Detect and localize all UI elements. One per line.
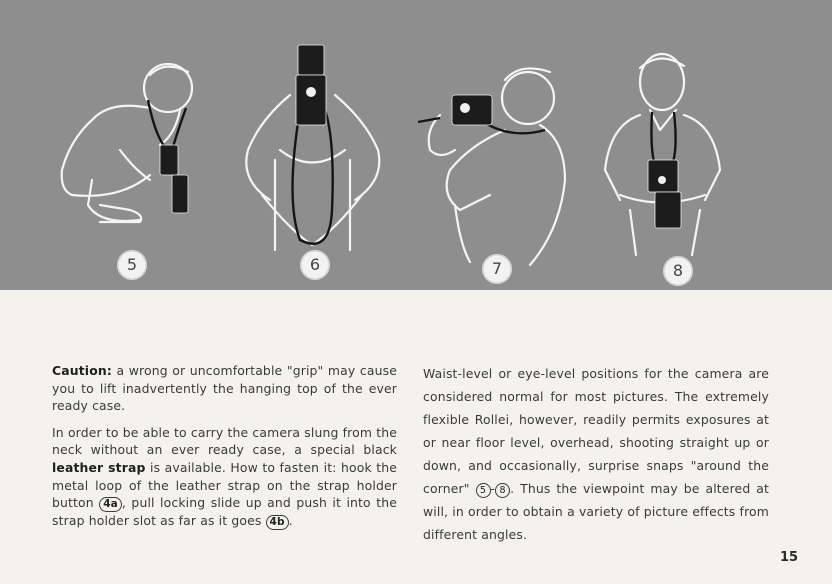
page-number: 15 xyxy=(780,550,799,565)
illustration-banner xyxy=(0,0,832,290)
strap-paragraph xyxy=(52,424,397,530)
figure-badge-6: 6 xyxy=(300,250,330,280)
viewpoint-text-1: Waist-level or eye-level positions for the camera are considered normal for most pictures. The extremely flexible Rollei, however, readily permits exposures at or near floor level, overhead, shooting straight up or down, and occasionally, surprise snaps "around the corner" xyxy=(423,366,769,496)
figure-8-illustration xyxy=(605,54,720,255)
figure-6-illustration xyxy=(246,45,379,250)
ref-4a-badge: 4a xyxy=(99,497,122,512)
ref-dash: - xyxy=(490,481,496,496)
strap-text-end: . xyxy=(288,513,293,529)
ref-4b-badge: 4b xyxy=(266,515,289,530)
left-text-column xyxy=(52,362,397,530)
figure-badge-8: 8 xyxy=(663,256,693,286)
illustration-drawings xyxy=(0,0,832,290)
strap-text-2: , pull locking slide up and push it into the strap holder slot as far as it goes xyxy=(52,495,397,529)
figure-5-illustration xyxy=(62,64,192,222)
viewpoint-text-2: . Thus the viewpoint may be altered at will, in order to obtain a variety of picture effects from different angles. xyxy=(423,481,769,542)
ref-8-circle: 8 xyxy=(495,483,510,498)
figure-badge-5: 5 xyxy=(117,250,147,280)
strap-intro: In order to be able to carry the camera slung from the neck without an ever ready case, a special black xyxy=(52,424,397,458)
ref-5-circle: 5 xyxy=(476,483,491,498)
right-text-column xyxy=(423,362,769,546)
caution-label: Caution: xyxy=(52,363,112,378)
figure-badge-7: 7 xyxy=(482,254,512,284)
strap-term: leather strap xyxy=(52,459,146,475)
figure-7-illustration xyxy=(418,68,565,265)
caution-paragraph xyxy=(52,362,397,415)
viewpoint-paragraph xyxy=(423,362,769,546)
caution-text: a wrong or uncomfortable "grip" may cause you to lift inadvertently the hanging top of the ever ready case. xyxy=(52,363,397,414)
strap-text-1: is available. How to fasten it: hook the metal loop of the leather strap on the strap holder button xyxy=(52,459,397,511)
